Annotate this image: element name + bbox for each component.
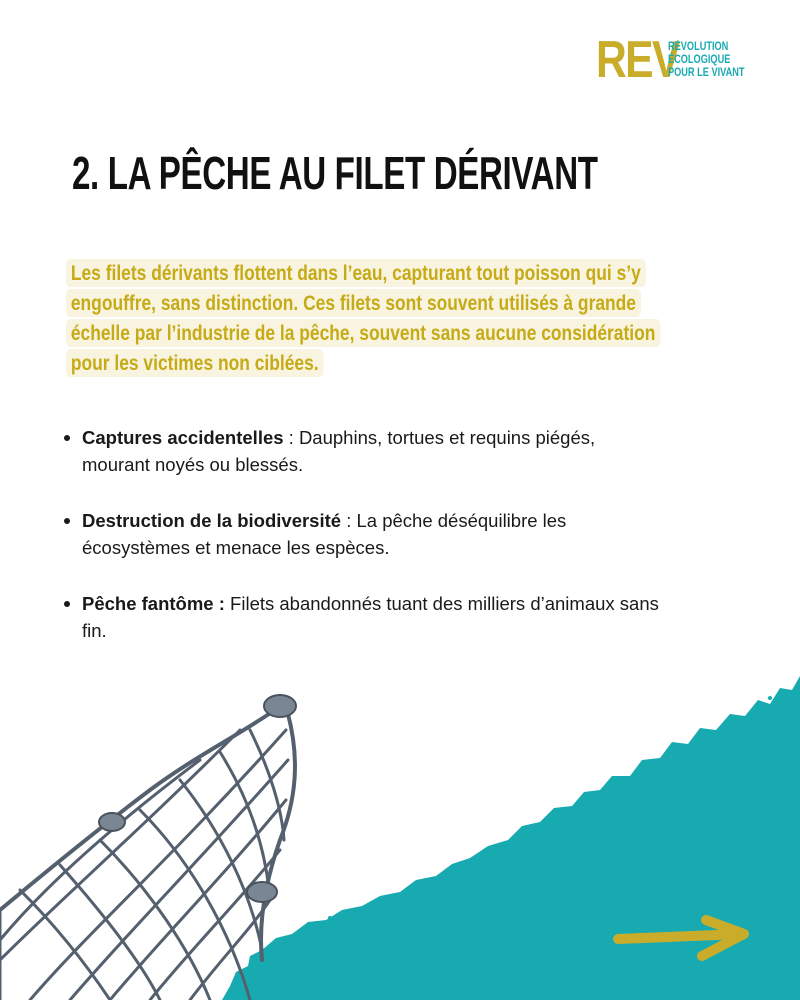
bullet-text: Filets abandonnés tuant des milliers d’animaux sans fin. <box>82 593 659 641</box>
bullet-term: Captures accidentelles <box>82 427 284 448</box>
logo-mark: REV <box>596 31 679 89</box>
logo-line: POUR LE VIVANT <box>668 66 745 79</box>
bullet-term: Destruction de la biodiversité <box>82 510 342 531</box>
highlight-text: Les filets dérivants flottent dans l’eau, capturant tout poisson qui s’y engouffre, sans distinction. Ces filets sont souvent utilisés à grande échelle par l’industrie de la pêche, souvent sans aucune considération pour les victimes non ciblées. <box>66 259 660 377</box>
logo-line: RÉVOLUTION <box>668 40 729 53</box>
page-title: 2. LA PÊCHE AU FILET DÉRIVANT <box>72 147 598 199</box>
bullet-term: Pêche fantôme : <box>82 593 225 614</box>
bullet-text: : Dauphins, tortues et requins piégés, mourant noyés ou blessés. <box>82 427 596 475</box>
logo-line: ÉCOLOGIQUE <box>668 53 731 66</box>
bullet-text: : La pêche déséquilibre les écosystèmes et menace les espèces. <box>82 510 567 558</box>
